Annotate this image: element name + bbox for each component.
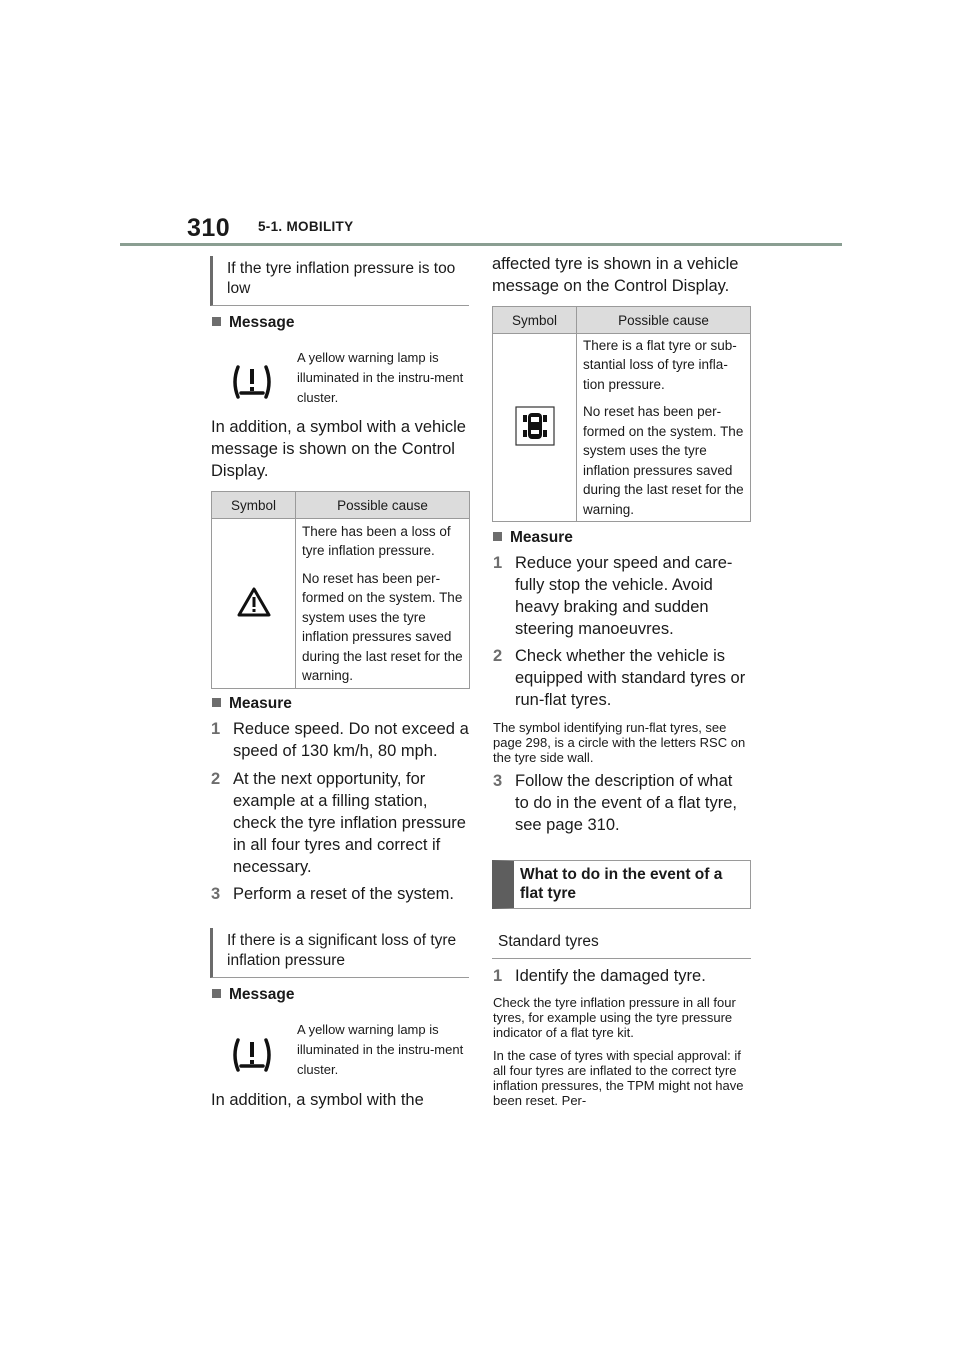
- measure-heading-2: Measure: [493, 529, 573, 547]
- symbol-table-1: [211, 491, 470, 689]
- bullet-square-icon: [212, 698, 221, 707]
- tyre-pressure-warning-icon: [230, 363, 274, 401]
- check-pressure-note: Check the tyre inflation pressure in all four tyres, for example using the tyre pressure indicator of a flat tyre kit.: [493, 995, 736, 1040]
- message-heading-1: Message: [212, 314, 294, 332]
- cause-text-1b: No reset has been per-formed on the system. The system uses the tyre inflation pressures saved during the last reset for the warning.: [302, 570, 463, 683]
- step-item: 1 Reduce your speed and care-fully stop the vehicle. Avoid heavy braking and sudden steering manoeuvres.: [493, 554, 733, 638]
- step-item: 2 Check whether the vehicle is equipped with standard tyres or run-flat tyres.: [493, 647, 746, 709]
- page-number: 310: [187, 214, 231, 242]
- intro-text-2-start: In addition, a symbol with the: [211, 1091, 424, 1109]
- symbol-table-2: [492, 306, 751, 522]
- table-header-symbol: Symbol: [212, 492, 296, 519]
- flat-tyre-car-icon: [515, 406, 555, 446]
- cause-text-2a: There is a flat tyre or sub-stantial loss of tyre infla-tion pressure.: [583, 337, 737, 392]
- warning-triangle-icon: [237, 587, 271, 617]
- table-header-cause: Possible cause: [577, 307, 751, 334]
- table-header-symbol: Symbol: [493, 307, 577, 334]
- intro-text-2-end: affected tyre is shown in a vehicle message on the Control Display.: [492, 255, 739, 295]
- section-title: 5-1. MOBILITY: [258, 219, 354, 234]
- cause-text-1a: There has been a loss of tyre inflation pressure.: [302, 523, 451, 558]
- standard-tyres-heading: Standard tyres: [492, 933, 751, 959]
- measure-heading-1: Measure: [212, 695, 292, 713]
- significant-loss-heading: If there is a significant loss of tyre inflation pressure: [210, 928, 469, 978]
- step-item: 3 Follow the description of what to do in the event of a flat tyre, see page 310.: [493, 772, 737, 834]
- step-item: 1 Identify the damaged tyre.: [493, 967, 706, 985]
- table-header-cause: Possible cause: [296, 492, 470, 519]
- low-pressure-heading: If the tyre inflation pressure is too low: [210, 256, 469, 306]
- bullet-square-icon: [212, 989, 221, 998]
- step-item: 2 At the next opportunity, for example at a filling station, check the tyre inflation pressure in all four tyres and correct if necessary.: [211, 770, 466, 876]
- cause-text-2b: No reset has been per-formed on the system. The system uses the tyre inflation pressures saved during the last reset for the warning.: [583, 404, 744, 517]
- step-item: 1 Reduce speed. Do not exceed a speed of 130 km/h, 80 mph.: [211, 720, 469, 760]
- rsc-note: The symbol identifying run-flat tyres, see page 298, is a circle with the letters RSC on the tyre side wall.: [493, 720, 746, 765]
- tyre-pressure-warning-icon: [230, 1036, 274, 1074]
- warning-lamp-text-1: A yellow warning lamp is illuminated in the instru-ment cluster.: [297, 350, 464, 405]
- cause-cell: [577, 334, 751, 522]
- intro-text-1: In addition, a symbol with a vehicle message is shown on the Control Display.: [211, 418, 466, 480]
- header-divider: [120, 243, 842, 246]
- message-heading-2: Message: [212, 986, 294, 1004]
- step-item: 3 Perform a reset of the system.: [211, 885, 454, 903]
- warning-lamp-text-2: A yellow warning lamp is illuminated in the instru-ment cluster.: [297, 1022, 464, 1077]
- symbol-cell: [493, 334, 577, 522]
- bullet-square-icon: [212, 317, 221, 326]
- symbol-cell: [212, 519, 296, 689]
- cause-cell: [296, 519, 470, 689]
- special-approval-note: In the case of tyres with special approval: if all four tyres are inflated to the correct tyre inflation pressures, the TPM might not have been reset. Per-: [493, 1048, 744, 1108]
- bullet-square-icon: [493, 532, 502, 541]
- flat-tyre-heading: What to do in the event of a flat tyre: [492, 860, 751, 909]
